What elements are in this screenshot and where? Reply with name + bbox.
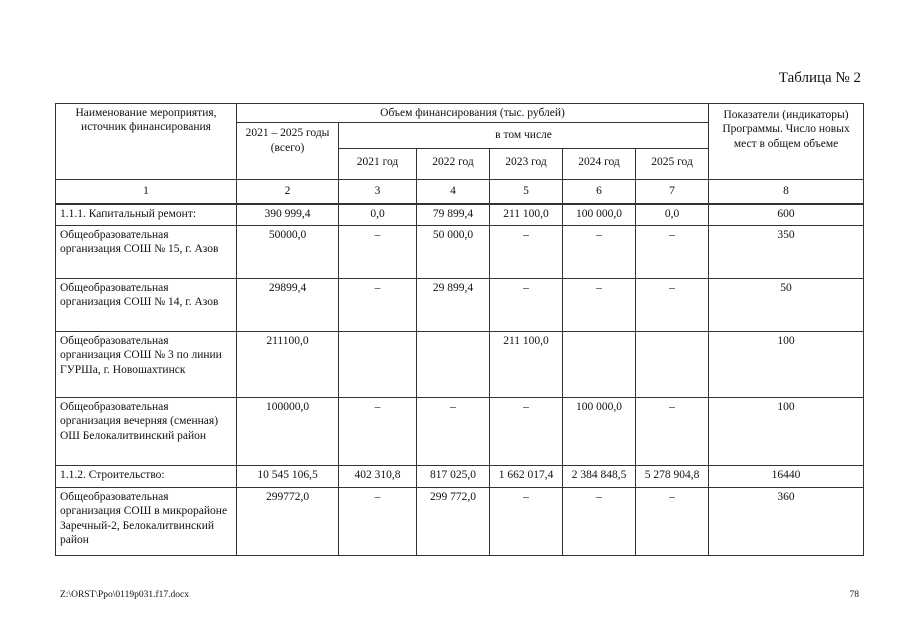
row-name: Общеобразовательная организация СОШ в микрорайоне Заречный-2, Белокалитвинский район [56, 488, 237, 556]
cell-2025: – [636, 279, 709, 332]
cell-2021 [339, 332, 417, 398]
cell-indicator: 600 [709, 204, 864, 226]
header-indicators: Показатели (индикаторы) Программы. Число новых мест в общем объеме [709, 104, 864, 180]
table-row [56, 332, 864, 398]
cell-2023: – [490, 398, 563, 466]
cell-indicator: 350 [709, 226, 864, 279]
cell-2024: 100 000,0 [563, 398, 636, 466]
row-name: Общеобразовательная организация СОШ № 14, г. Азов [56, 279, 237, 332]
cell-2024: 2 384 848,5 [563, 466, 636, 488]
cell-2021: – [339, 279, 417, 332]
cell-2024: – [563, 488, 636, 556]
cell-indicator: 100 [709, 398, 864, 466]
cell-2022: 79 899,4 [417, 204, 490, 226]
column-number: 7 [636, 180, 709, 204]
column-number: 8 [709, 180, 864, 204]
row-name: 1.1.2. Строительство: [56, 466, 237, 488]
header-year-2025: 2025 год [636, 148, 709, 179]
cell-2024: – [563, 226, 636, 279]
cell-2025 [636, 332, 709, 398]
cell-2021: – [339, 398, 417, 466]
header-including: в том числе [339, 123, 709, 148]
cell-2022: 50 000,0 [417, 226, 490, 279]
cell-2023: 1 662 017,4 [490, 466, 563, 488]
cell-2021: 0,0 [339, 204, 417, 226]
cell-indicator: 16440 [709, 466, 864, 488]
cell-2025: – [636, 226, 709, 279]
cell-2023: 211 100,0 [490, 204, 563, 226]
column-number: 3 [339, 180, 417, 204]
table-row [56, 279, 864, 332]
column-number: 6 [563, 180, 636, 204]
cell-2022: 299 772,0 [417, 488, 490, 556]
column-number: 2 [237, 180, 339, 204]
cell-total: 100000,0 [237, 398, 339, 466]
row-name: Общеобразовательная организация СОШ № 3 по линии ГУРШа, г. Новошахтинск [56, 332, 237, 398]
table-row [56, 226, 864, 279]
table-row [56, 488, 864, 556]
cell-2022: 29 899,4 [417, 279, 490, 332]
header-row-1 [56, 104, 864, 123]
page-number: 78 [849, 590, 859, 600]
header-year-2021: 2021 год [339, 148, 417, 179]
cell-total: 50000,0 [237, 226, 339, 279]
column-number: 4 [417, 180, 490, 204]
cell-2021: – [339, 226, 417, 279]
table-title: Таблица № 2 [778, 70, 861, 86]
column-number: 5 [490, 180, 563, 204]
cell-indicator: 100 [709, 332, 864, 398]
header-funding: Объем финансирования (тыс. рублей) [237, 104, 709, 123]
cell-total: 211100,0 [237, 332, 339, 398]
cell-2025: – [636, 488, 709, 556]
header-total: 2021 – 2025 годы (всего) [237, 123, 339, 180]
cell-2024 [563, 332, 636, 398]
cell-indicator: 360 [709, 488, 864, 556]
cell-2022 [417, 332, 490, 398]
cell-2022: – [417, 398, 490, 466]
header-year-2022: 2022 год [417, 148, 490, 179]
table-row [56, 398, 864, 466]
financing-table [55, 103, 864, 556]
cell-2021: 402 310,8 [339, 466, 417, 488]
cell-2023: – [490, 279, 563, 332]
table-row [56, 204, 864, 226]
row-name: Общеобразовательная организация СОШ № 15, г. Азов [56, 226, 237, 279]
cell-total: 29899,4 [237, 279, 339, 332]
table-row [56, 466, 864, 488]
header-year-2024: 2024 год [563, 148, 636, 179]
row-name: Общеобразовательная организация вечерняя (сменная) ОШ Белокалитвинский район [56, 398, 237, 466]
cell-total: 10 545 106,5 [237, 466, 339, 488]
column-numbers-row [56, 180, 864, 204]
cell-2022: 817 025,0 [417, 466, 490, 488]
cell-total: 390 999,4 [237, 204, 339, 226]
cell-indicator: 50 [709, 279, 864, 332]
cell-2025: 0,0 [636, 204, 709, 226]
file-path: Z:\ORST\Ppo\0119p031.f17.docx [60, 590, 189, 600]
cell-2024: – [563, 279, 636, 332]
cell-2024: 100 000,0 [563, 204, 636, 226]
column-number: 1 [56, 180, 237, 204]
cell-2021: – [339, 488, 417, 556]
header-event-name: Наименование мероприятия, источник финансирования [56, 104, 237, 180]
cell-2023: – [490, 488, 563, 556]
row-name: 1.1.1. Капитальный ремонт: [56, 204, 237, 226]
header-year-2023: 2023 год [490, 148, 563, 179]
cell-2025: – [636, 398, 709, 466]
cell-2023: – [490, 226, 563, 279]
cell-2025: 5 278 904,8 [636, 466, 709, 488]
cell-2023: 211 100,0 [490, 332, 563, 398]
cell-total: 299772,0 [237, 488, 339, 556]
